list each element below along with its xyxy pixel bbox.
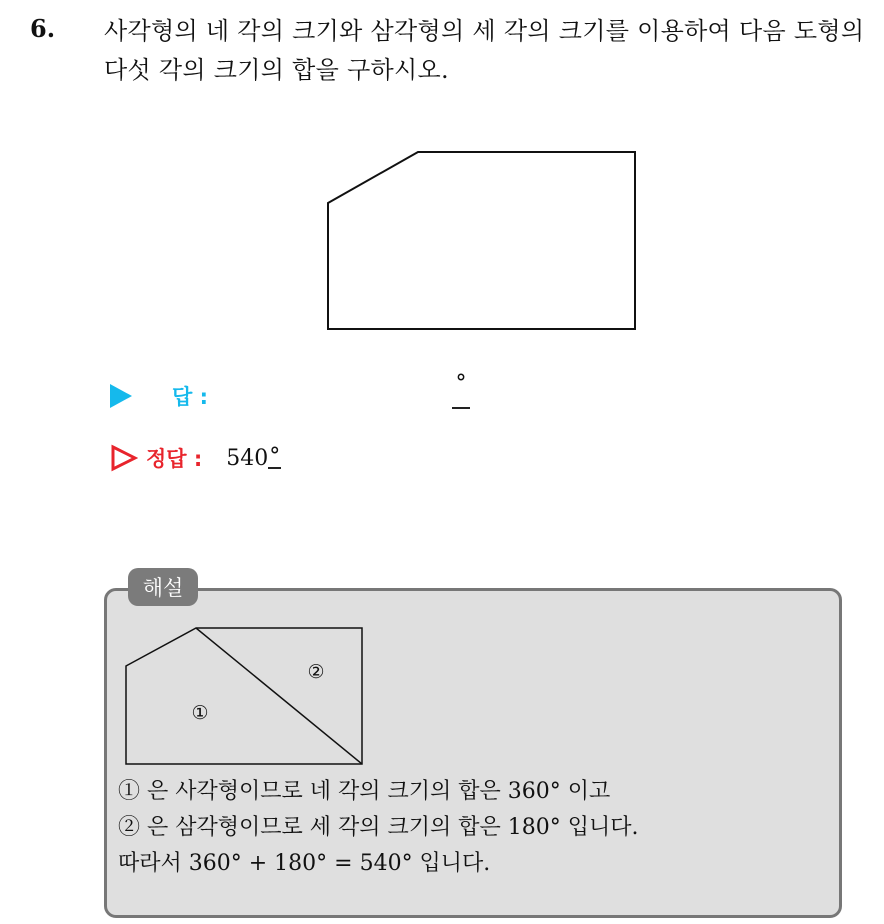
explanation-line-2: ② 은 삼각형이므로 세 각의 크기의 합은 180° 입니다. (118, 815, 639, 840)
explanation-tag: 해설 (128, 568, 198, 606)
answer-label: 답 : (172, 385, 208, 409)
correct-answer-value: 540 (226, 445, 269, 471)
answer-unit: ° (455, 371, 467, 396)
region-2-label: ② (307, 661, 325, 683)
explanation-text (118, 774, 818, 882)
explanation-diagonal (196, 628, 362, 764)
correct-answer-label: 정답 : (146, 447, 203, 471)
correct-answer-unit: ° (269, 444, 281, 469)
explanation-line-1: ① 은 사각형이므로 네 각의 크기의 합은 360° 이고 (118, 779, 611, 804)
explanation-pentagon (126, 628, 362, 764)
region-1-label: ① (191, 702, 209, 724)
explanation-line-3: 따라서 360° + 180° = 540° 입니다. (118, 851, 491, 876)
question-text: 사각형의 네 각의 크기와 삼각형의 세 각의 크기를 이용하여 다음 도형의 다섯 각의 크기의 합을 구하시오. (104, 17, 865, 84)
question-number: 6. (30, 14, 56, 43)
